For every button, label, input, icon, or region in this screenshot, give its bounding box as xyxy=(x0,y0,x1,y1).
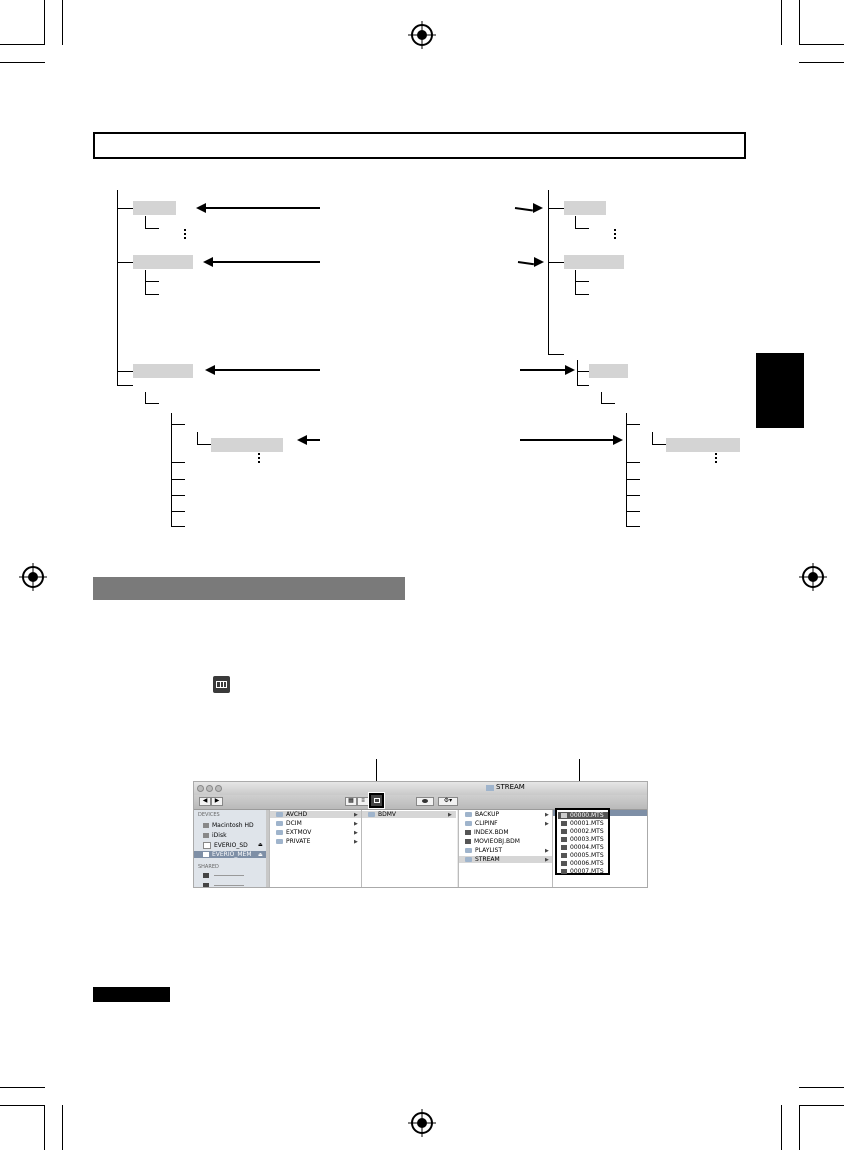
registration-mark-icon xyxy=(802,566,824,588)
finder-column-1: AVCHD DCIM EXTMOV PRIVATE ▶ ▶ ▶ ▶ xyxy=(269,810,362,888)
finder-sidebar xyxy=(194,810,269,888)
sidebar-header: DEVICES xyxy=(198,812,220,818)
folder-icon xyxy=(486,785,494,791)
list-item-selected[interactable]: 00000.MTS xyxy=(558,812,608,819)
finder-column-4 xyxy=(552,810,648,888)
tree-label-box xyxy=(589,364,628,378)
vertical-ellipsis-icon xyxy=(614,229,617,241)
minimize-button[interactable] xyxy=(206,785,213,792)
gear-icon: ⚙▾ xyxy=(443,798,453,804)
list-item[interactable]: CLIPINF xyxy=(465,820,498,827)
sidebar-item[interactable]: EVERIO_SD xyxy=(203,842,248,849)
list-item[interactable]: 00007.MTS xyxy=(561,868,604,875)
section-bar xyxy=(93,577,405,600)
vertical-ellipsis-icon xyxy=(184,229,187,241)
list-item-selected[interactable]: BDMV xyxy=(362,811,456,818)
tree-label-box xyxy=(133,255,193,269)
list-item[interactable]: BACKUP xyxy=(465,811,499,818)
list-view-button[interactable]: ≡ xyxy=(357,797,369,806)
list-item[interactable]: 00005.MTS xyxy=(561,852,604,859)
action-button[interactable] xyxy=(438,797,458,806)
list-item-selected[interactable]: STREAM xyxy=(459,856,552,863)
list-item[interactable]: 00004.MTS xyxy=(561,844,604,851)
list-item[interactable]: EXTMOV xyxy=(276,829,311,836)
tree-label-box xyxy=(564,201,606,215)
header-box xyxy=(93,132,746,159)
icon-view-button[interactable]: ▦ xyxy=(345,797,357,806)
sidebar-item[interactable]: iDisk xyxy=(203,832,227,839)
forward-button[interactable]: ▶ xyxy=(211,797,223,806)
column-view-button[interactable] xyxy=(369,793,384,808)
registration-mark-icon xyxy=(411,24,433,46)
close-button[interactable] xyxy=(197,785,204,792)
list-item[interactable]: 00003.MTS xyxy=(561,836,604,843)
column-view-icon xyxy=(213,676,230,693)
sidebar-header: SHARED xyxy=(198,864,219,870)
tree-label-box xyxy=(133,201,176,215)
list-item[interactable]: DCIM xyxy=(276,820,302,827)
sidebar-item[interactable]: Macintosh HD xyxy=(203,822,254,829)
shared-item[interactable] xyxy=(203,883,209,888)
list-item[interactable]: PRIVATE xyxy=(276,838,310,845)
finder-window xyxy=(193,781,648,888)
registration-mark-icon xyxy=(411,1112,433,1134)
list-item[interactable]: 00002.MTS xyxy=(561,828,604,835)
note-tab xyxy=(93,987,170,1002)
finder-column-3: BACKUP CLIPINF INDEX.BDM MOVIEOBJ.BDM PLAYLIST STREAM ▶ ▶ ▶ ▶ xyxy=(458,810,553,888)
list-item[interactable]: 00006.MTS xyxy=(561,860,604,867)
file-list-highlight xyxy=(555,808,610,875)
list-item[interactable]: 00001.MTS xyxy=(561,820,604,827)
registration-mark-icon xyxy=(22,566,44,588)
tree-label-box xyxy=(666,438,740,452)
zoom-button[interactable] xyxy=(215,785,222,792)
tree-label-box xyxy=(564,255,624,269)
quick-look-button[interactable] xyxy=(416,797,434,806)
vertical-ellipsis-icon xyxy=(715,453,718,465)
tree-label-box xyxy=(211,438,283,452)
eye-icon xyxy=(422,799,428,803)
shared-item[interactable] xyxy=(203,873,209,878)
eject-icon[interactable]: ⏏ xyxy=(258,852,263,858)
window-title: STREAM xyxy=(496,783,525,791)
vertical-ellipsis-icon xyxy=(258,453,261,465)
list-item[interactable]: MOVIEOBJ.BDM xyxy=(465,838,520,845)
finder-column-2: BDMV ▶ xyxy=(361,810,457,888)
list-item[interactable]: PLAYLIST xyxy=(465,847,502,854)
side-tab xyxy=(756,353,804,428)
eject-icon[interactable]: ⏏ xyxy=(258,842,263,848)
back-button[interactable]: ◀ xyxy=(199,797,211,806)
list-item[interactable]: INDEX.BDM xyxy=(465,829,509,836)
sidebar-item-selected[interactable]: EVERIO_MEM xyxy=(194,851,266,858)
tree-label-box xyxy=(133,364,193,378)
finder-titlebar xyxy=(194,782,647,795)
list-item-selected[interactable]: AVCHD xyxy=(270,811,361,818)
